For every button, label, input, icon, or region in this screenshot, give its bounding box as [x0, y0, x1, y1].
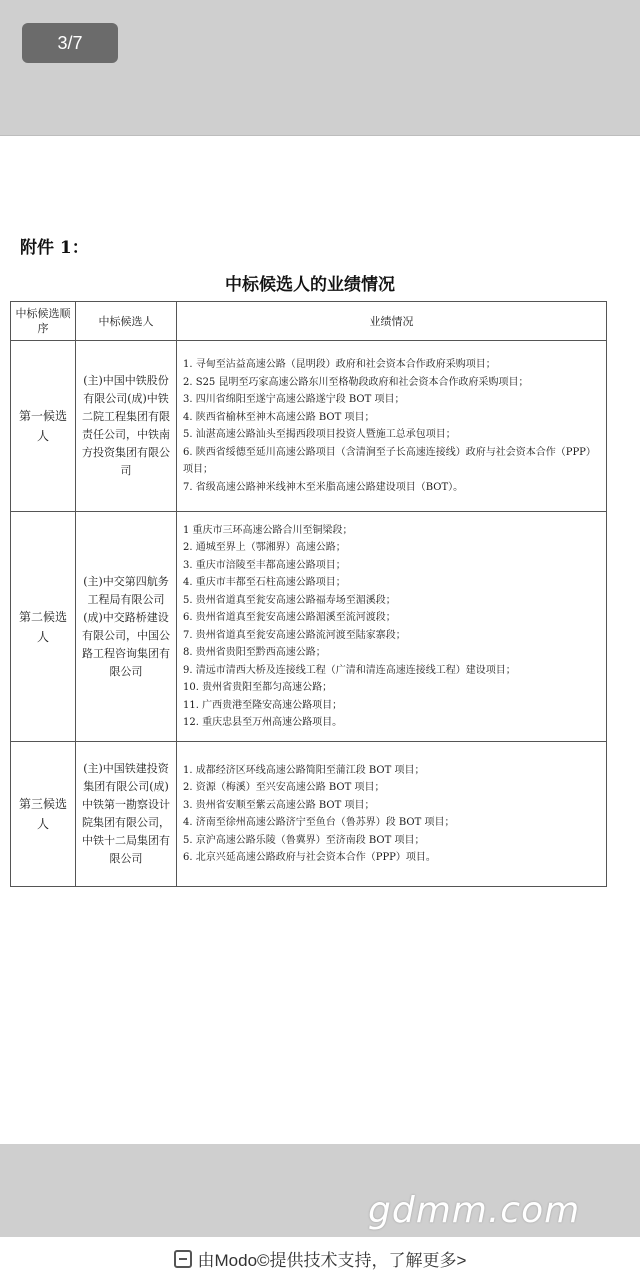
table-row — [11, 742, 607, 887]
table-row — [11, 512, 607, 742]
performance-item: 9. 清远市清西大桥及连接线工程（广清和清连高速连接线工程）建设项目； — [183, 664, 516, 676]
performance-item: 6. 贵州省道真至瓮安高速公路湄溪至流河渡段； — [183, 612, 396, 623]
performance-item: 4. 重庆市丰都至石柱高速公路项目； — [183, 577, 346, 588]
candidate-order: 第三候选人 — [11, 742, 76, 887]
watermark-logo: gdmm.com — [368, 1190, 581, 1231]
document-title: 中标候选人的业绩情况 — [225, 275, 395, 295]
footer-bar[interactable] — [0, 1237, 640, 1280]
performance-item: 3. 重庆市涪陵至丰都高速公路项目； — [183, 559, 346, 571]
candidate-order: 第一候选人 — [11, 341, 76, 512]
viewer-top-bar — [0, 0, 640, 136]
performance-item: 6. 陕西省绥德至延川高速公路项目（含清涧至子长高速连接线）政府与社会资本合作（PPP）项目； — [183, 446, 596, 475]
attachment-label: 附件 1： — [20, 238, 89, 258]
performance-list — [177, 742, 607, 887]
candidate-name: (主)中国中铁股份有限公司(成)中铁二院工程集团有限责任公司，中铁南方投资集团有限公司 — [76, 341, 177, 512]
performance-item: 5. 京沪高速公路乐陵（鲁冀界）至济南段 BOT 项目； — [183, 834, 425, 846]
performance-item: 6. 北京兴延高速公路政府与社会资本合作（PPP）项目。 — [183, 852, 436, 863]
performance-item: 8. 贵州省贵阳至黔西高速公路； — [183, 647, 326, 658]
performance-item: 7. 贵州省道真至瓮安高速公路流河渡至陆家寨段； — [183, 629, 406, 641]
performance-item: 3. 贵州省安顺至紫云高速公路 BOT 项目； — [183, 799, 375, 811]
performance-item: 1 重庆市三环高速公路合川至铜梁段； — [183, 524, 353, 536]
performance-item: 4. 陕西省榆林至神木高速公路 BOT 项目； — [183, 411, 375, 423]
document-page — [0, 136, 640, 1144]
header-candidate: 中标候选人 — [76, 302, 177, 341]
page-indicator[interactable]: 3/7 — [22, 23, 118, 63]
performance-item: 12. 重庆忠县至万州高速公路项目。 — [183, 717, 343, 728]
performance-item: 7. 省级高速公路神米线神木至米脂高速公路建设项目（BOT）。 — [183, 481, 464, 493]
performance-item: 10. 贵州省贵阳至都匀高速公路； — [183, 682, 333, 693]
candidate-name: (主)中交第四航务工程局有限公司(成)中交路桥建设有限公司，中国公路工程咨询集团有限公司 — [76, 512, 177, 742]
performance-item: 5. 贵州省道真至瓮安高速公路福寿场至湄溪段； — [183, 594, 396, 606]
performance-list — [177, 512, 607, 742]
performance-item: 3. 四川省绵阳至遂宁高速公路遂宁段 BOT 项目； — [183, 394, 405, 405]
performance-item: 1. 寻甸至沾益高速公路（昆明段）政府和社会资本合作政府采购项目； — [183, 359, 496, 370]
table-row — [11, 341, 607, 512]
performance-item: 5. 汕湛高速公路汕头至揭西段项目投资人暨施工总承包项目； — [183, 429, 456, 440]
performance-item: 1. 成都经济区环线高速公路简阳至蒲江段 BOT 项目； — [183, 764, 425, 776]
performance-list — [177, 341, 607, 512]
header-performance: 业绩情况 — [177, 302, 607, 341]
candidate-order: 第二候选人 — [11, 512, 76, 742]
header-order: 中标候选顺序 — [11, 302, 76, 341]
performance-item: 2. 资源（梅溪）至兴安高速公路 BOT 项目； — [183, 782, 385, 793]
performance-table — [10, 301, 607, 887]
performance-item: 2. 通城至界上（鄂湘界）高速公路； — [183, 542, 346, 553]
table-header-row — [11, 302, 607, 341]
candidate-name: (主)中国铁建投资集团有限公司(成)中铁第一勘察设计院集团有限公司，中铁十二局集团有限公司 — [76, 742, 177, 887]
performance-item: 2. S25 昆明至巧家高速公路东川至格勒段政府和社会资本合作政府采购项目； — [183, 376, 529, 388]
performance-item: 4. 济南至徐州高速公路济宁至鱼台（鲁苏界）段 BOT 项目； — [183, 817, 455, 828]
modo-logo-icon — [174, 1250, 192, 1268]
footer-link[interactable]: 由Modo©提供技术支持，了解更多> — [197, 1251, 467, 1270]
performance-item: 11. 广西贵港至隆安高速公路项目； — [183, 699, 343, 711]
